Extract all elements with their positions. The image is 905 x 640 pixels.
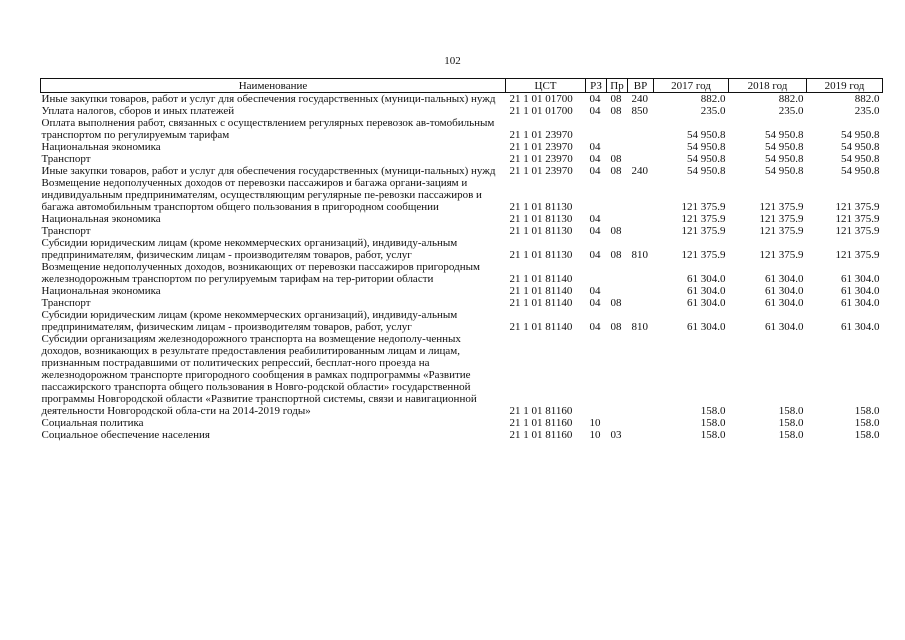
row-rz: 04 [589,321,601,333]
row-vr: 240 [631,165,648,177]
row-rz [586,333,607,417]
row-2017: 61 304.0 [687,297,726,309]
row-name: Транспорт [41,153,91,165]
header-rz: РЗ [586,79,607,93]
row-rz: 04 [589,213,601,225]
row-pr [607,213,628,225]
row-2017: 121 375.9 [681,225,726,237]
row-vr [628,261,654,285]
row-rz: 10 [589,417,601,429]
row-2019: 54 950.8 [841,129,880,141]
header-cst: ЦСТ [506,79,586,93]
row-vr [628,177,654,213]
row-pr: 08 [610,153,622,165]
row-name: Социальная политика [41,417,144,429]
row-cst: 21 1 01 81160 [509,405,573,417]
header-2019: 2019 год [807,79,883,93]
row-pr [607,177,628,213]
row-cst: 21 1 01 23970 [509,165,573,177]
row-name: Национальная экономика [41,141,161,153]
row-2019: 61 304.0 [841,321,880,333]
row-vr: 850 [631,105,648,117]
row-name: Транспорт [41,297,91,309]
row-2019: 121 375.9 [835,213,880,225]
row-2017: 61 304.0 [687,285,726,297]
row-cst: 21 1 01 81130 [509,225,573,237]
row-2019: 54 950.8 [841,141,880,153]
row-2017: 121 375.9 [681,213,726,225]
row-name: Национальная экономика [41,213,161,225]
row-name: Иные закупки товаров, работ и услуг для обеспечения государственных (муници-пальных) нужд [41,93,496,105]
row-2018: 54 950.8 [765,165,804,177]
table-row [41,93,883,106]
row-2017: 121 375.9 [681,201,726,213]
row-name: Субсидии юридическим лицам (кроме некоммерческих организаций), индивиду-альным предпринимателям, физическим лицам - производителям товаров, работ, услуг [41,237,458,261]
row-vr: 810 [631,249,648,261]
row-2019: 235.0 [854,105,880,117]
table-row [41,261,883,285]
row-2019: 54 950.8 [841,153,880,165]
row-vr [628,297,654,309]
row-rz: 04 [589,153,601,165]
row-rz: 04 [589,297,601,309]
header-2018: 2018 год [729,79,807,93]
row-name: Уплата налогов, сборов и иных платежей [41,105,235,117]
row-rz: 04 [589,225,601,237]
row-pr: 08 [610,321,622,333]
row-2017: 54 950.8 [687,129,726,141]
row-vr [628,117,654,141]
row-2019: 121 375.9 [835,201,880,213]
row-pr: 08 [610,249,622,261]
row-cst: 21 1 01 81140 [509,285,573,297]
row-2017: 158.0 [700,417,726,429]
row-2017: 158.0 [700,405,726,417]
row-rz [586,177,607,213]
row-2019: 61 304.0 [841,285,880,297]
row-vr [628,417,654,429]
row-2017: 61 304.0 [687,321,726,333]
row-2018: 158.0 [778,417,804,429]
table-row [41,309,883,333]
row-2018: 158.0 [778,405,804,417]
row-cst: 21 1 01 23970 [509,153,573,165]
row-rz: 04 [589,249,601,261]
row-pr: 08 [610,93,622,105]
row-rz [586,261,607,285]
row-name: Социальное обеспечение населения [41,429,210,441]
row-2018: 121 375.9 [759,225,804,237]
table-row [41,105,883,117]
table-row [41,153,883,165]
row-2019: 882.0 [854,93,880,105]
row-vr [628,333,654,417]
row-cst: 21 1 01 81140 [509,273,573,285]
table-row [41,225,883,237]
row-2018: 882.0 [778,93,804,105]
budget-table [40,78,883,441]
table-row [41,417,883,429]
table-body [41,93,883,442]
row-cst: 21 1 01 81160 [509,417,573,429]
row-2018: 54 950.8 [765,141,804,153]
row-vr [628,141,654,153]
row-rz: 04 [589,165,601,177]
row-cst: 21 1 01 01700 [509,93,573,105]
row-name: Возмещение недополученных доходов от перевозки пассажиров и багажа органи-зациям и индивидуальным предпринимателям, осуществляющим регулярные пе-ревозки пассажиров и багажа автомобильным транспортом общего пользования в пригородном сообщении [41,177,482,213]
table-row [41,177,883,213]
row-vr [628,285,654,297]
row-rz: 04 [589,93,601,105]
table-row [41,237,883,261]
header-name: Наименование [41,79,506,93]
page-number: 102 [444,55,461,67]
row-2019: 121 375.9 [835,249,880,261]
row-2017: 61 304.0 [687,273,726,285]
table-row [41,429,883,441]
row-vr: 240 [631,93,648,105]
row-cst: 21 1 01 01700 [509,105,573,117]
table-row [41,333,883,417]
row-vr [628,429,654,441]
row-pr [607,141,628,153]
row-pr [607,261,628,285]
row-pr: 08 [610,105,622,117]
row-2018: 158.0 [778,429,804,441]
row-name: Национальная экономика [41,285,161,297]
row-cst: 21 1 01 23970 [509,141,573,153]
row-2019: 121 375.9 [835,225,880,237]
row-cst: 21 1 01 23970 [509,129,573,141]
header-2017: 2017 год [654,79,729,93]
row-cst: 21 1 01 81140 [509,321,573,333]
row-rz [586,117,607,141]
row-2017: 54 950.8 [687,141,726,153]
row-pr: 08 [610,225,622,237]
row-2019: 158.0 [854,429,880,441]
row-name: Субсидии организациям железнодорожного транспорта на возмещение недополу-ченных доходов, возникающих в результате предоставления реабилитированным лицам и лицам, признанным пострадавшими от политических репрессий, бесплат-ного проезда на железнодорожном транспорте пригородного сообщения в рамках подпрограммы «Развитие пассажирского транспорта общего пользования в Новго-родской области» государственной программы Новгородской области «Развитие транспортной системы, связи и навигационной деятельности Новгородской обла-сти на 2014-2019 годы» [41,333,477,417]
row-2018: 121 375.9 [759,249,804,261]
table-header-row [41,79,883,93]
row-name: Транспорт [41,225,91,237]
table-row [41,141,883,153]
row-2018: 235.0 [778,105,804,117]
row-2019: 158.0 [854,417,880,429]
table-row [41,285,883,297]
row-2018: 61 304.0 [765,321,804,333]
row-2018: 121 375.9 [759,213,804,225]
row-vr [628,153,654,165]
row-vr [628,213,654,225]
row-2018: 54 950.8 [765,129,804,141]
row-vr [628,225,654,237]
table-row [41,117,883,141]
row-pr [607,117,628,141]
row-2019: 158.0 [854,405,880,417]
row-pr: 03 [610,429,622,441]
row-2017: 54 950.8 [687,153,726,165]
row-2017: 54 950.8 [687,165,726,177]
table-row [41,297,883,309]
header-vr: ВР [628,79,654,93]
row-pr [607,285,628,297]
row-cst: 21 1 01 81140 [509,297,573,309]
row-2018: 54 950.8 [765,153,804,165]
row-cst: 21 1 01 81160 [509,429,573,441]
row-pr: 08 [610,165,622,177]
row-2017: 121 375.9 [681,249,726,261]
row-2018: 61 304.0 [765,273,804,285]
table-row [41,165,883,177]
row-2017: 235.0 [700,105,726,117]
row-cst: 21 1 01 81130 [509,249,573,261]
row-2018: 121 375.9 [759,201,804,213]
row-rz: 04 [589,141,601,153]
row-2018: 61 304.0 [765,285,804,297]
row-2019: 61 304.0 [841,297,880,309]
row-pr [607,333,628,417]
row-rz: 04 [589,105,601,117]
row-2019: 61 304.0 [841,273,880,285]
row-name: Возмещение недополученных доходов, возникающих от перевозки пассажиров пригородным железнодорожным транспортом по регулируемым тарифам на тер-ритории области [41,261,480,285]
header-pr: Пр [607,79,628,93]
row-name: Иные закупки товаров, работ и услуг для обеспечения государственных (муници-пальных) нужд [41,165,496,177]
row-pr [607,417,628,429]
row-pr: 08 [610,297,622,309]
row-2017: 882.0 [700,93,726,105]
row-vr: 810 [631,321,648,333]
table-row [41,213,883,225]
row-2018: 61 304.0 [765,297,804,309]
row-cst: 21 1 01 81130 [509,213,573,225]
row-2017: 158.0 [700,429,726,441]
row-name: Оплата выполнения работ, связанных с осуществлением регулярных перевозок ав-томобильным транспортом по регулируемым тарифам [41,117,495,141]
row-rz: 04 [589,285,601,297]
row-name: Субсидии юридическим лицам (кроме некоммерческих организаций), индивиду-альным предпринимателям, физическим лицам - производителям товаров, работ, услуг [41,309,458,333]
row-cst: 21 1 01 81130 [509,201,573,213]
row-rz: 10 [589,429,601,441]
row-2019: 54 950.8 [841,165,880,177]
